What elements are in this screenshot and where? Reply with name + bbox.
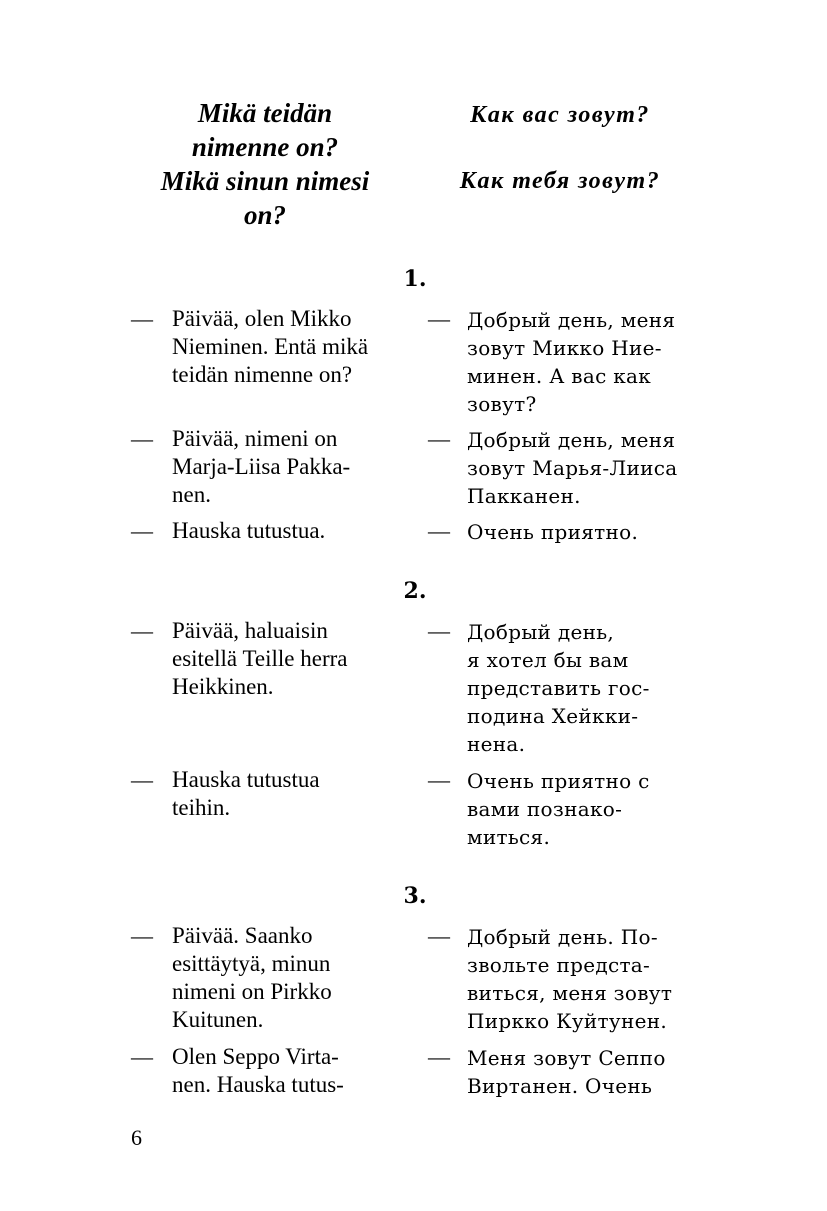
section-2-number: 2.: [403, 578, 427, 604]
dialogue-dash: —: [131, 618, 153, 643]
title-finnish-line: Mikä teidän: [197, 98, 333, 128]
russian-line: Очень приятно с: [467, 769, 650, 793]
russian-line: Добрый день. По-: [467, 925, 658, 949]
title-finnish-line: on?: [243, 200, 287, 230]
section-3-number: 3.: [403, 883, 427, 909]
title-russian-informal: Как тебя зовут?: [459, 168, 661, 194]
finnish-line: esitellä Teille herra: [172, 646, 348, 671]
dialogue-dash: —: [131, 1044, 153, 1069]
finnish-line: Olen Seppo Virta-: [172, 1044, 339, 1069]
finnish-line: Nieminen. Entä mikä: [172, 334, 369, 359]
russian-line: Очень приятно.: [467, 520, 639, 544]
finnish-line: Hauska tutustua: [172, 767, 320, 792]
finnish-line: Päivää, olen Mikko: [172, 306, 352, 331]
dialogue-dash: —: [428, 306, 450, 331]
finnish-line: nen. Hauska tutus-: [172, 1072, 344, 1097]
russian-line: Добрый день,: [467, 620, 615, 644]
russian-line: Меня зовут Сеппо: [467, 1046, 666, 1070]
finnish-line: Marja-Liisa Pakka-: [172, 454, 351, 479]
finnish-line: Päivää, nimeni on: [172, 426, 338, 451]
russian-line: Добрый день, меня: [467, 428, 676, 452]
dialogue-dash: —: [428, 767, 450, 792]
dialogue-dash: —: [131, 923, 153, 948]
russian-line: минен. А вас как: [467, 364, 652, 388]
finnish-line: teihin.: [172, 795, 231, 820]
section-1-number: 1.: [403, 266, 427, 292]
dialogue-dash: —: [131, 767, 153, 792]
russian-line: зовут Марья-Лииса: [467, 456, 678, 480]
finnish-line: Kuitunen.: [172, 1007, 264, 1032]
title-russian-formal: Как вас зовут?: [470, 102, 650, 128]
dialogue-dash: —: [131, 426, 153, 451]
finnish-line: teidän nimenne on?: [172, 362, 353, 387]
dialogue-dash: —: [131, 306, 153, 331]
dialogue-dash: —: [428, 618, 450, 643]
russian-line: миться.: [467, 825, 551, 849]
russian-line: подина Хейкки-: [467, 704, 639, 728]
russian-line: нена.: [467, 732, 526, 756]
dialogue-dash: —: [428, 923, 450, 948]
title-finnish-line: nimenne on?: [191, 132, 339, 162]
finnish-line: nimeni on Pirkko: [172, 979, 332, 1004]
russian-line: вами познако-: [467, 797, 623, 821]
russian-line: Виртанен. Очень: [467, 1074, 653, 1098]
russian-line: я хотел бы вам: [467, 648, 629, 672]
russian-line: зовут Микко Ние-: [467, 336, 662, 360]
russian-line: звольте предста-: [467, 953, 651, 977]
finnish-line: Päivää. Saanko: [172, 923, 313, 948]
finnish-line: Päivää, haluaisin: [172, 618, 328, 643]
dialogue-dash: —: [428, 518, 450, 543]
dialogue-dash: —: [131, 518, 153, 543]
finnish-line: esittäytyä, minun: [172, 951, 331, 976]
finnish-line: Hauska tutustua.: [172, 518, 326, 543]
title-finnish-line: Mikä sinun nimesi: [160, 166, 370, 196]
russian-line: Добрый день, меня: [467, 308, 676, 332]
finnish-line: Heikkinen.: [172, 674, 274, 699]
russian-line: представить гос-: [467, 676, 650, 700]
title-finnish: [130, 96, 400, 232]
dialogue-dash: —: [428, 1044, 450, 1069]
russian-line: виться, меня зовут: [467, 981, 673, 1005]
russian-line: Пиркко Куйтунен.: [467, 1009, 668, 1033]
russian-line: Пакканен.: [467, 484, 581, 508]
dialogue-dash: —: [428, 426, 450, 451]
finnish-line: nen.: [172, 482, 211, 507]
russian-line: зовут?: [467, 392, 537, 416]
page-number: 6: [131, 1125, 142, 1150]
